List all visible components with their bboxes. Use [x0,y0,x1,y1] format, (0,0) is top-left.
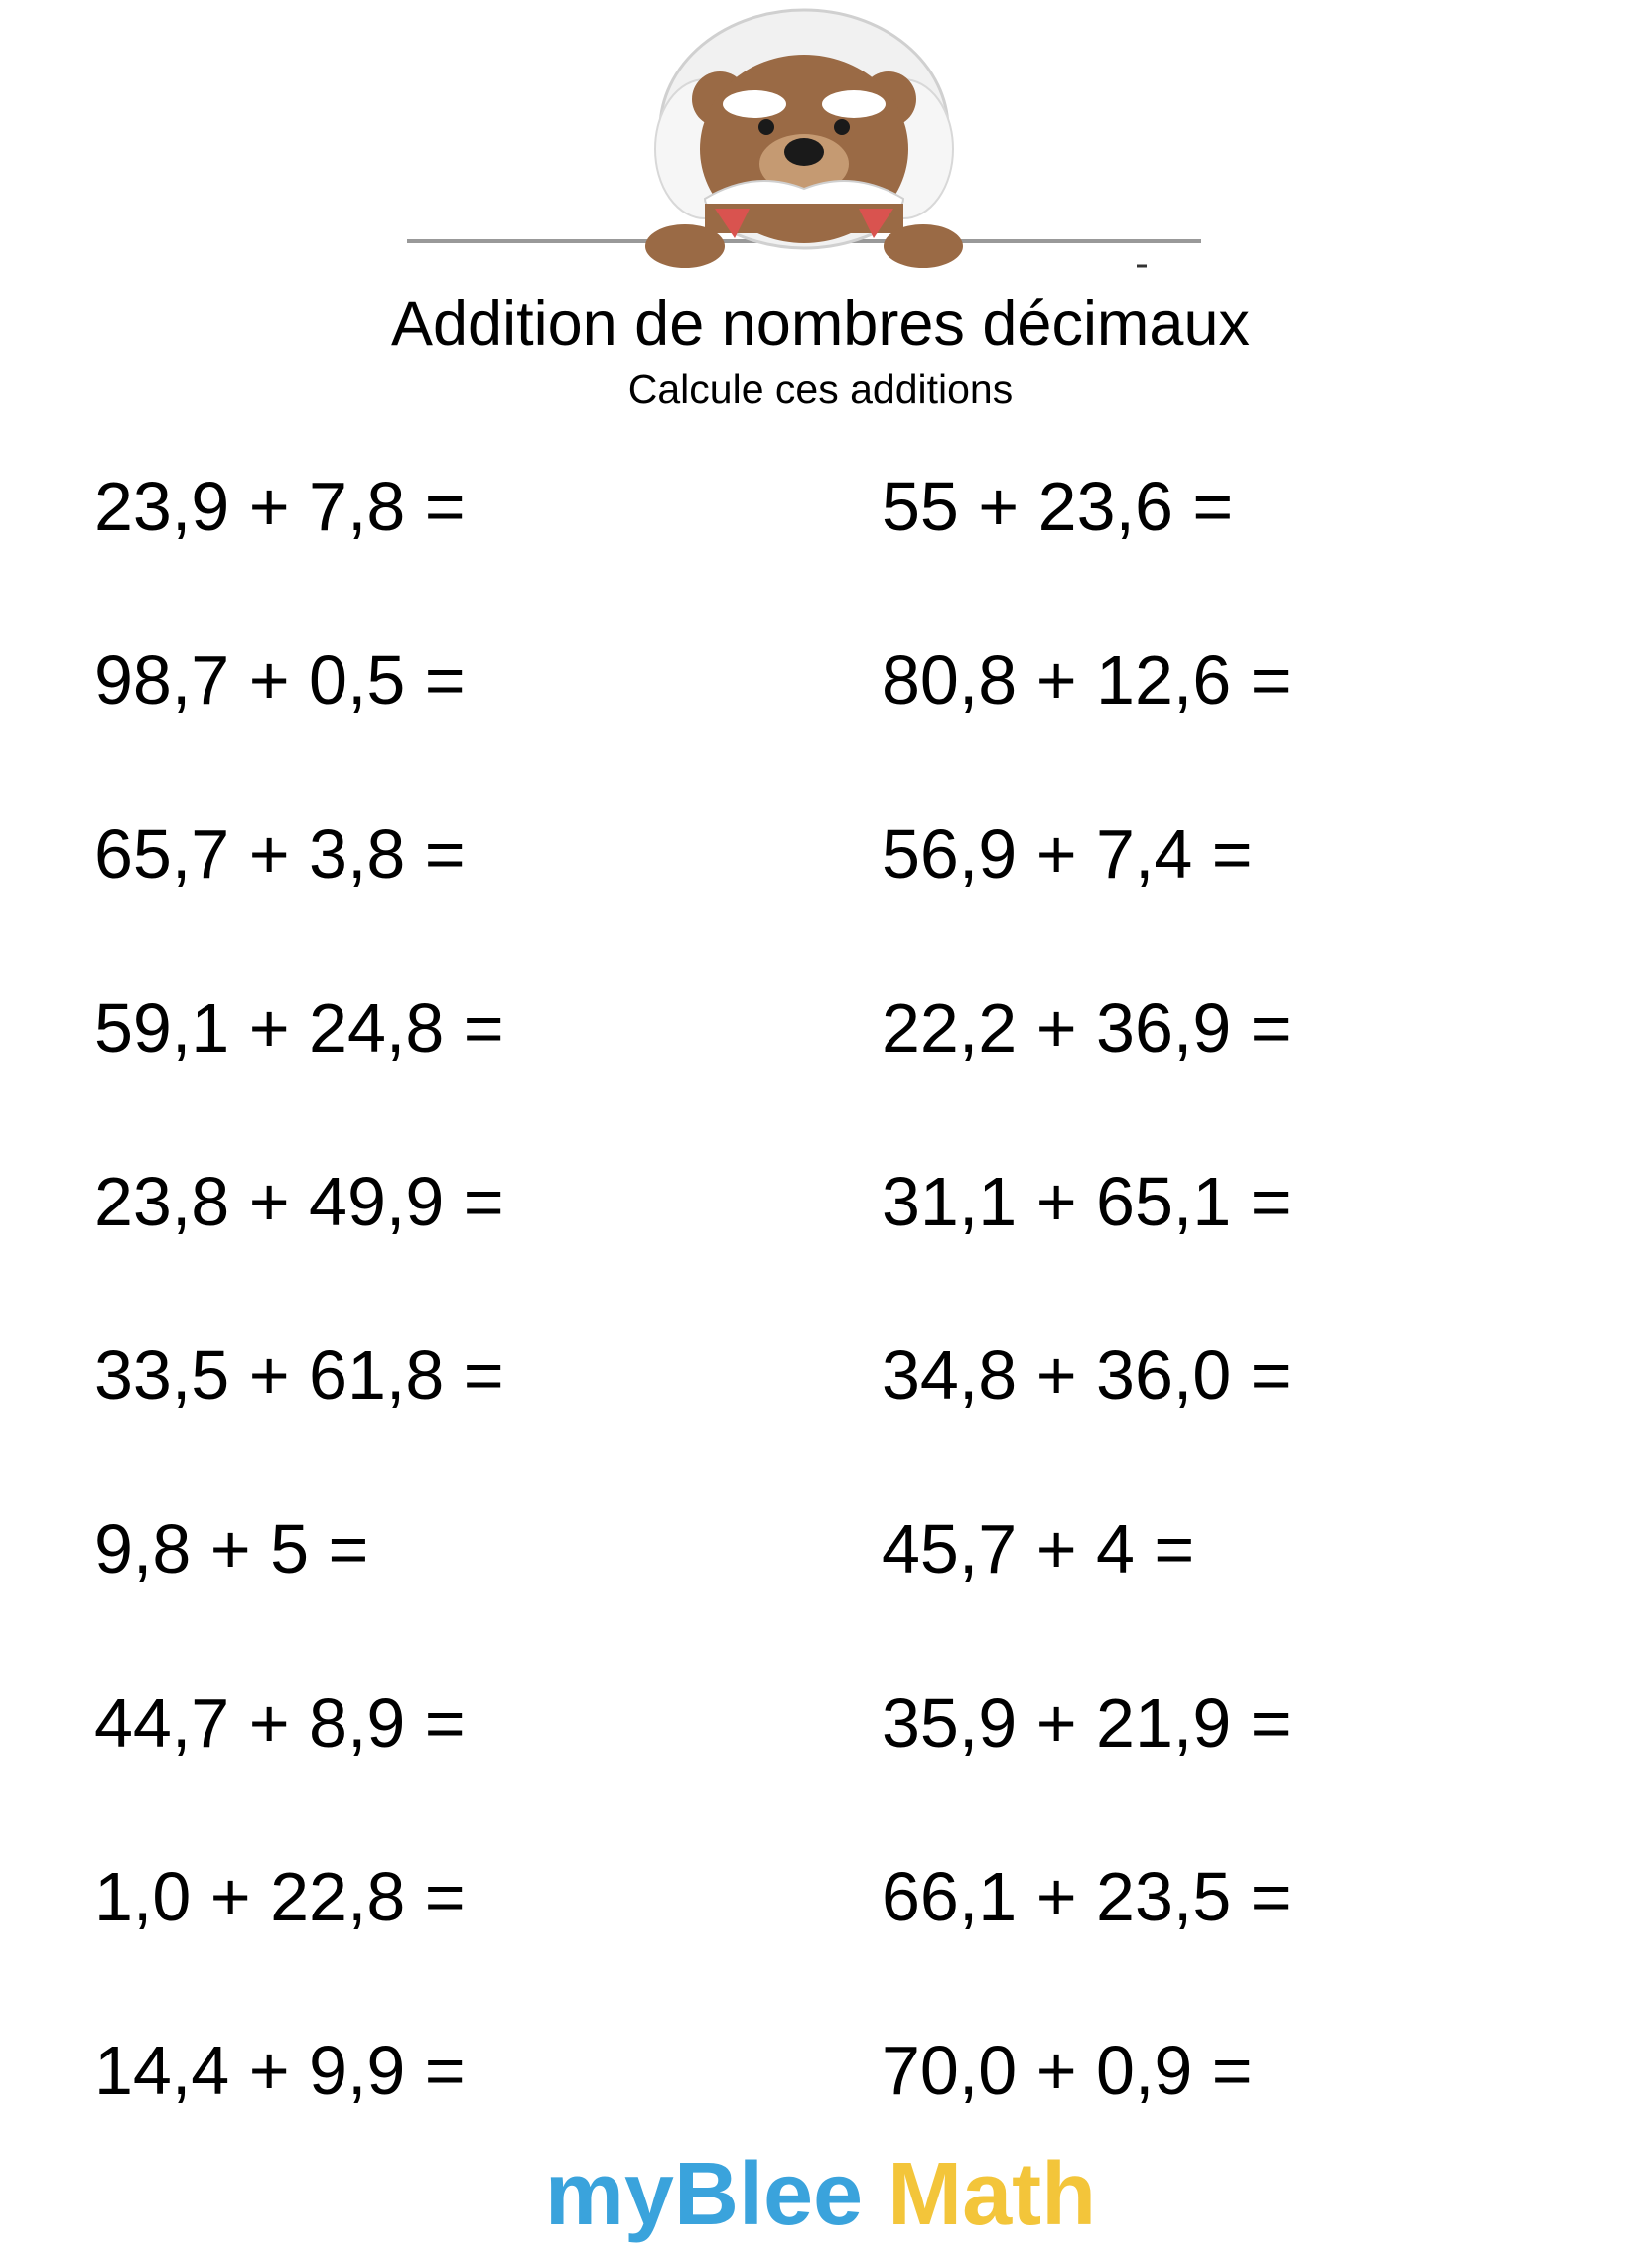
logo-myblee: myBlee [544,2145,864,2244]
exercise-right-4: 22,2 + 36,9 = [882,989,1292,1066]
exercise-right-1: 55 + 23,6 = [882,468,1234,545]
logo-math: Math [888,2145,1097,2244]
exercise-right-10: 70,0 + 0,9 = [882,2032,1253,2109]
exercise-right-9: 66,1 + 23,5 = [882,1858,1292,1935]
exercise-left-8: 44,7 + 8,9 = [94,1684,466,1762]
exercise-left-1: 23,9 + 7,8 = [94,468,466,545]
exercise-left-5: 23,8 + 49,9 = [94,1163,504,1240]
page-subtitle: Calcule ces additions [627,366,1014,412]
exercise-right-8: 35,9 + 21,9 = [882,1684,1292,1762]
exercise-right-2: 80,8 + 12,6 = [882,641,1292,719]
exercise-left-6: 33,5 + 61,8 = [94,1337,504,1414]
exercise-right-5: 31,1 + 65,1 = [882,1163,1292,1240]
exercise-left-3: 65,7 + 3,8 = [94,815,466,893]
exercise-right-7: 45,7 + 4 = [882,1510,1195,1588]
page-title: Addition de nombres décimaux [391,289,1250,358]
exercise-left-10: 14,4 + 9,9 = [94,2032,466,2109]
exercise-left-4: 59,1 + 24,8 = [94,989,504,1066]
myblee-math-logo [0,2145,1641,2244]
exercise-left-2: 98,7 + 0,5 = [94,641,466,719]
exercise-right-6: 34,8 + 36,0 = [882,1337,1292,1414]
exercise-right-3: 56,9 + 7,4 = [882,815,1253,893]
exercise-left-9: 1,0 + 22,8 = [94,1858,466,1935]
exercise-left-7: 9,8 + 5 = [94,1510,369,1588]
